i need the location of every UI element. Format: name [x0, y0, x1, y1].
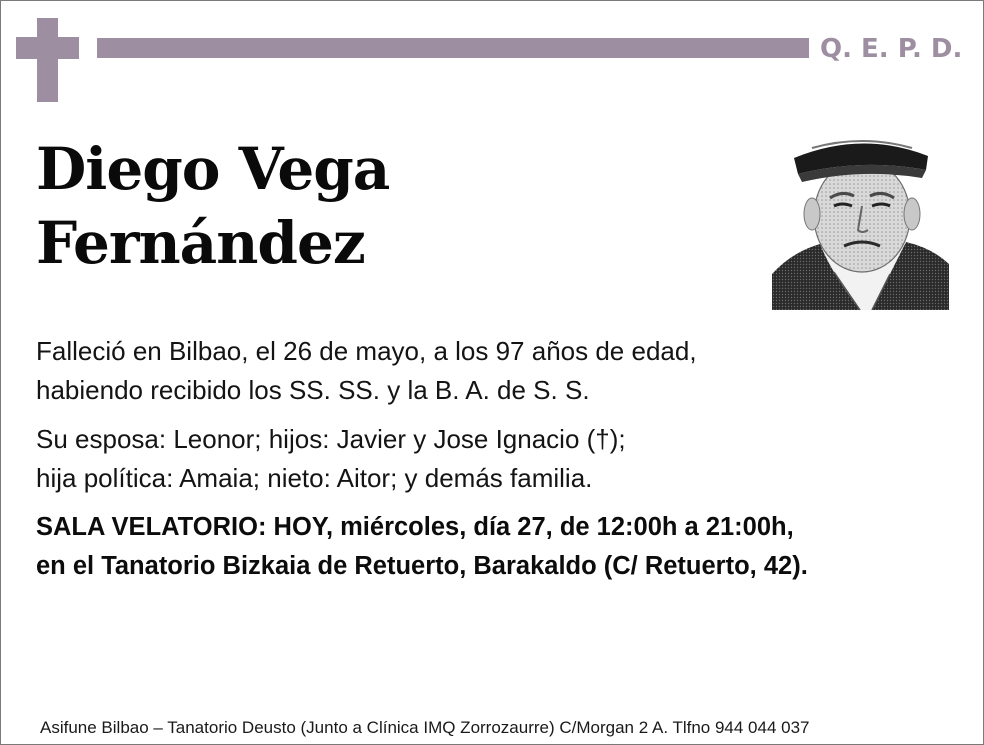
header-bar — [97, 38, 809, 58]
cross-icon-vertical — [37, 18, 58, 102]
death-line-2: habiendo recibido los SS. SS. y la B. A. de S. S. — [36, 375, 590, 405]
cross-icon-horizontal — [16, 37, 79, 59]
funeral-home-footer: Asifune Bilbao – Tanatorio Deusto (Junto a Clínica IMQ Zorrozaurre) C/Morgan 2 A. Tlfno 944 044 037 — [40, 718, 810, 737]
wake-line-1: SALA VELATORIO: HOY, miércoles, día 27, de 12:00h a 21:00h, — [36, 513, 794, 541]
deceased-name — [36, 132, 389, 280]
family-line-2: hija política: Amaia; nieto: Aitor; y demás familia. — [36, 463, 593, 493]
portrait-illustration — [772, 134, 949, 310]
wake-paragraph — [36, 508, 956, 586]
wake-line-2: en el Tanatorio Bizkaia de Retuerto, Barakaldo (C/ Retuerto, 42). — [36, 552, 808, 580]
name-line-1: Diego Vega — [36, 135, 390, 203]
death-notice-paragraph — [36, 332, 956, 410]
name-line-2: Fernández — [36, 209, 365, 277]
portrait-photo — [772, 134, 949, 310]
family-paragraph — [36, 420, 956, 498]
family-line-1: Su esposa: Leonor; hijos: Javier y Jose Ignacio (†); — [36, 424, 626, 454]
qepd-label: Q. E. P. D. — [820, 34, 963, 64]
death-line-1: Falleció en Bilbao, el 26 de mayo, a los 97 años de edad, — [36, 336, 697, 366]
